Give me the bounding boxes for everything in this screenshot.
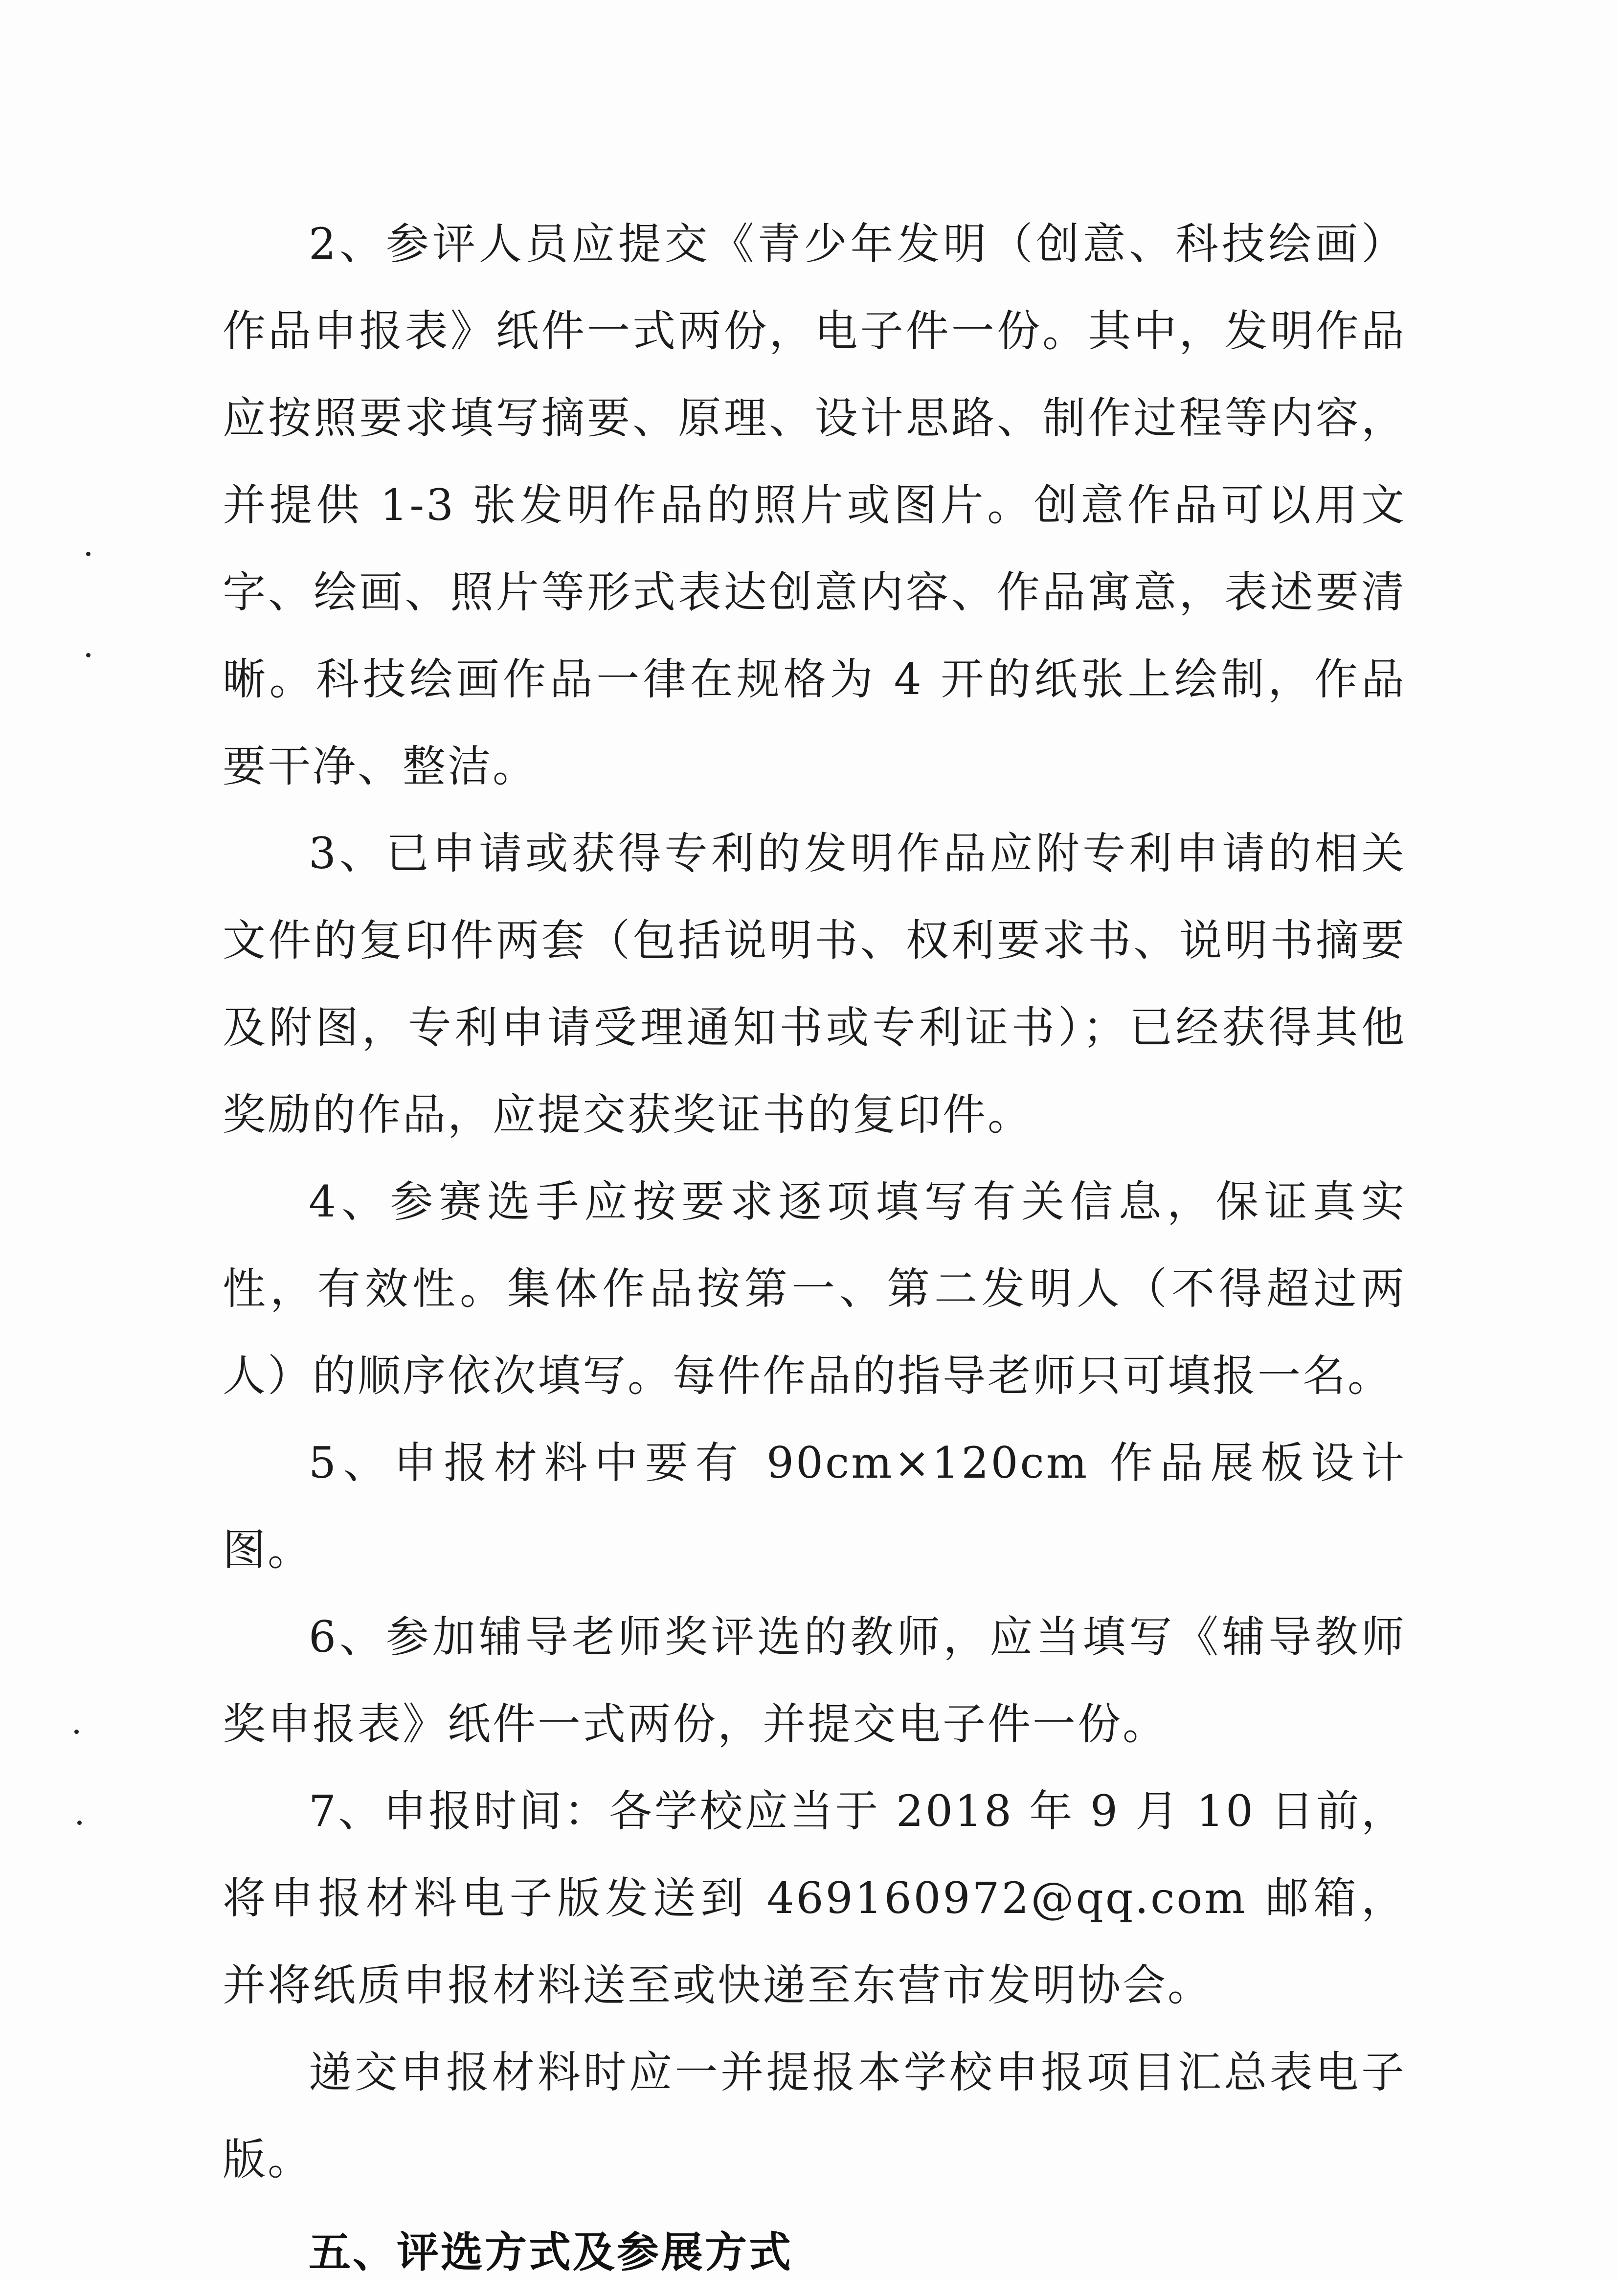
paragraph-item-7: 7、申报时间：各学校应当于 2018 年 9 月 10 日前，将申报材料电子版发送到 469160972@qq.com 邮箱，并将纸质申报材料送至或快递至东营市发明协会。: [223, 1786, 1406, 2010]
paragraph-submission-note: 递交申报材料时应一并提报本学校申报项目汇总表电子版。: [223, 2047, 1406, 2184]
paragraph-item-4: 4、参赛选手应按要求逐项填写有关信息，保证真实性，有效性。集体作品按第一、第二发明人（不得超过两人）的顺序依次填写。每件作品的指导老师只可填报一名。: [223, 1176, 1406, 1401]
scan-speck: [74, 1730, 79, 1734]
document-body: [223, 201, 1406, 2296]
scan-speck: [77, 1821, 82, 1825]
section-heading: 五、评选方式及参展方式: [309, 2228, 793, 2277]
scan-speck: [86, 653, 90, 657]
paragraph-item-2: 2、参评人员应提交《青少年发明（创意、科技绘画）作品申报表》纸件一式两份，电子件一份。其中，发明作品应按照要求填写摘要、原理、设计思路、制作过程等内容，并提供 1-3 张发明作品的照片或图片。创意作品可以用文字、绘画、照片等形式表达创意内容、作品寓意，表述要清晰。科技绘画作品一律在规格为 4 开的纸张上绘制，作品要干净、整洁。: [223, 219, 1406, 791]
paragraph-item-3: 3、已申请或获得专利的发明作品应附专利申请的相关文件的复印件两套（包括说明书、权利要求书、说明书摘要及附图，专利申请受理通知书或专利证书）；已经获得其他奖励的作品，应提交获奖证书的复印件。: [223, 828, 1406, 1140]
paragraph-item-5: 5、申报材料中要有 90cm×120cm 作品展板设计图。: [223, 1438, 1406, 1575]
paragraph-item-6: 6、参加辅导老师奖评选的教师，应当填写《辅导教师奖申报表》纸件一式两份，并提交电子件一份。: [223, 1612, 1406, 1749]
scan-speck: [86, 552, 90, 556]
